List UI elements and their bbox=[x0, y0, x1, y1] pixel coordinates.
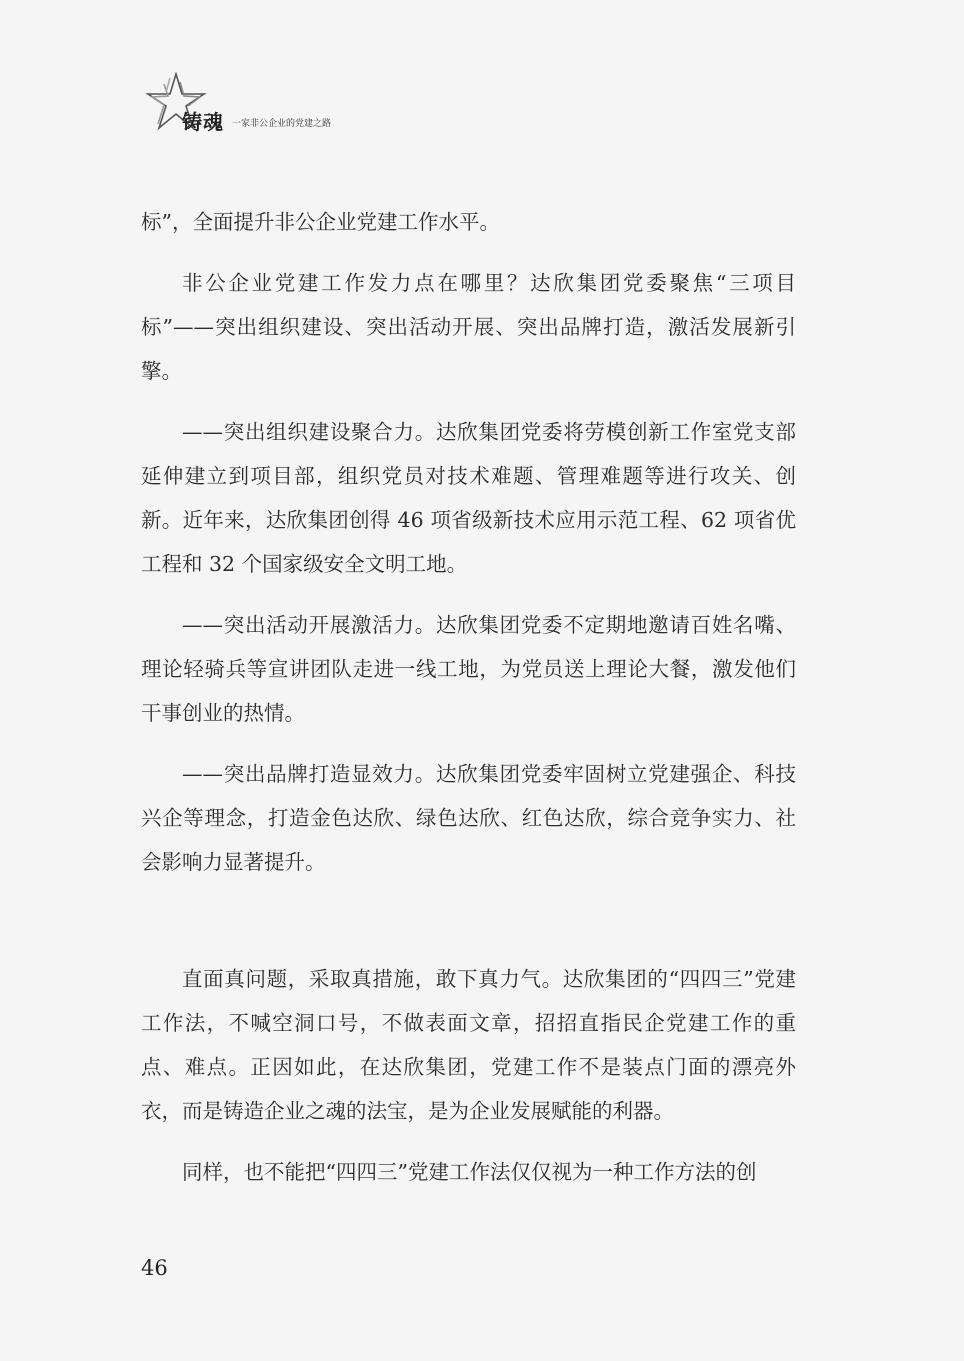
paragraph: 同样，也不能把“四四三”党建工作法仅仅视为一种工作方法的创 bbox=[182, 1160, 757, 1184]
book-subtitle: 一家非公企业的党建之路 bbox=[232, 119, 332, 129]
running-header bbox=[140, 72, 400, 142]
page-number: 46 bbox=[141, 1256, 168, 1280]
paragraph: ——突出组织建设聚合力。达欣集团党委将劳模创新工作室党支部延伸建立到项目部，组织党员对技术难题、管理难题等进行攻关、创新。近年来，达欣集团创得 46 项省级新技术应用示范工程、62 项省优工程和 32 个国家级安全文明工地。 bbox=[141, 420, 796, 576]
paragraph: ——突出品牌打造显效力。达欣集团党委牢固树立党建强企、科技兴企等理念，打造金色达欣、绿色达欣、红色达欣，综合竞争实力、社会影响力显著提升。 bbox=[141, 762, 796, 874]
body-text bbox=[141, 200, 796, 1211]
paragraph: ——突出活动开展激活力。达欣集团党委不定期地邀请百姓名嘴、理论轻骑兵等宣讲团队走进一线工地，为党员送上理论大餐，激发他们干事创业的热情。 bbox=[141, 613, 796, 725]
book-title: 铸魂 bbox=[182, 110, 224, 134]
paragraph: 直面真问题，采取真措施，敢下真力气。达欣集团的“四四三”党建工作法，不喊空洞口号，不做表面文章，招招直指民企党建工作的重点、难点。正因如此，在达欣集团，党建工作不是装点门面的漂亮外衣，而是铸造企业之魂的法宝，是为企业发展赋能的利器。 bbox=[141, 967, 796, 1123]
paragraph: 非公企业党建工作发力点在哪里？达欣集团党委聚焦“三项目标”——突出组织建设、突出活动开展、突出品牌打造，激活发展新引擎。 bbox=[141, 271, 796, 383]
paragraph: 标”，全面提升非公企业党建工作水平。 bbox=[141, 210, 500, 234]
